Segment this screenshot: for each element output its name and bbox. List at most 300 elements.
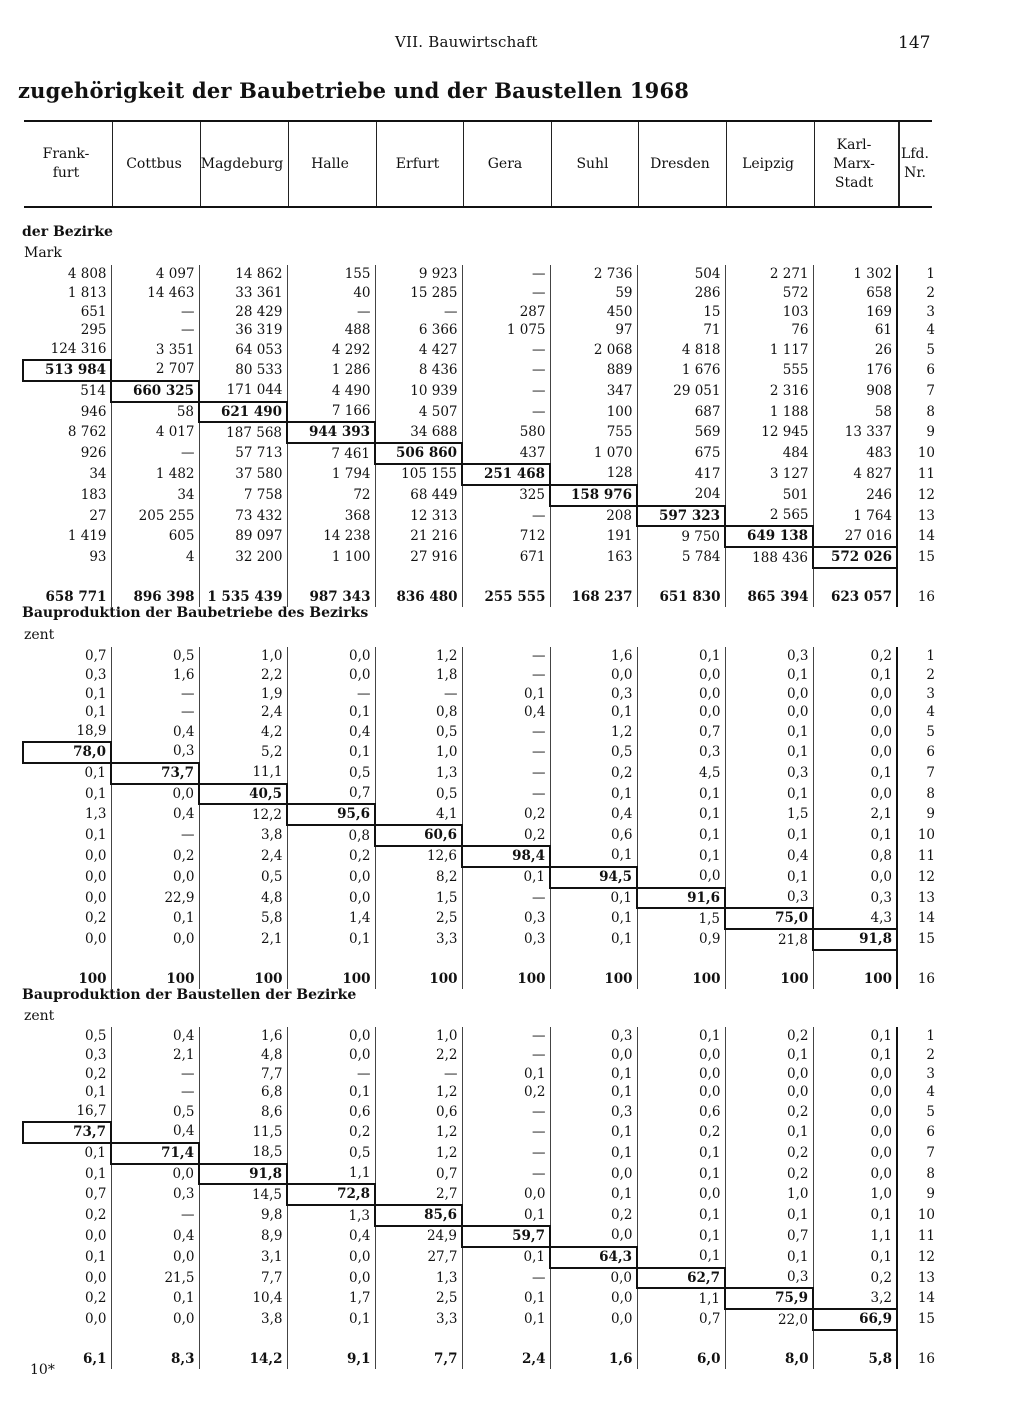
table-row [23,804,935,825]
table-cell: — [462,1164,550,1185]
table-cell: 660 325 [111,381,199,402]
table-cell: 1,1 [813,1226,897,1247]
table-cell: 0,6 [287,1102,375,1122]
table-cell: 0,5 [287,1143,375,1164]
table-cell: 755 [550,422,637,443]
data-table-baustellen [22,1027,935,1369]
table-cell: 0,0 [111,1309,199,1330]
table-cell: 91,8 [813,929,897,950]
table-row [23,742,935,763]
table-row [23,1083,935,1102]
table-cell: 0,1 [637,804,725,825]
table-cell: 75,9 [725,1288,813,1309]
section-unit-3: zent [24,1008,55,1024]
table-cell: 1,3 [375,763,462,784]
table-cell: 944 393 [287,422,375,443]
table-row [23,284,935,303]
table-cell: 621 490 [199,402,287,423]
table-cell: 0,0 [725,1083,813,1102]
table-cell: 8,9 [199,1226,287,1247]
table-cell: 0,2 [813,1268,897,1289]
table-cell: 255 555 [462,568,550,607]
table-cell: 0,2 [462,1083,550,1102]
table-cell: 2,2 [199,666,287,685]
table-cell: 0,1 [462,867,550,888]
table-cell: 2,2 [375,1046,462,1065]
table-cell: 0,0 [111,867,199,888]
table-cell: 0,1 [462,1309,550,1330]
table-cell: 1,6 [111,666,199,685]
table-cell: 0,4 [111,1226,199,1247]
table-cell: 1,2 [550,722,637,742]
table-cell: 450 [550,303,637,322]
table-cell: 0,3 [725,888,813,909]
table-cell: 0,0 [813,784,897,805]
table-cell: 0,7 [287,784,375,805]
table-cell: 34 [111,485,199,506]
table-cell: 5,8 [813,1330,897,1369]
table-cell: 27 916 [375,547,462,568]
table-cell: 0,1 [550,1143,637,1164]
table-cell: 100 [550,950,637,989]
row-number: 8 [897,402,935,423]
row-number: 16 [897,568,935,607]
table-cell: 4 292 [287,340,375,360]
table-cell: 14 463 [111,284,199,303]
table-cell: 0,1 [287,1309,375,1330]
table-cell: 62,7 [637,1268,725,1289]
table-row [23,321,935,340]
table-cell: 0,0 [637,1065,725,1084]
table-cell: 1,3 [287,1205,375,1226]
table-cell: 513 984 [23,360,111,381]
table-cell: 10,4 [199,1288,287,1309]
table-cell: 597 323 [637,506,725,527]
table-cell: 0,1 [637,784,725,805]
table-cell: 0,0 [813,1083,897,1102]
table-cell: 100 [637,950,725,989]
table-cell: 3 351 [111,340,199,360]
table-cell: 0,7 [637,1309,725,1330]
table-cell: 0,4 [111,1122,199,1143]
table-cell: 0,0 [287,1027,375,1046]
table-cell: 1 764 [813,506,897,527]
table-cell: 100 [375,950,462,989]
table-cell: 1 188 [725,402,813,423]
table-cell: — [111,1065,199,1084]
table-cell: 100 [462,950,550,989]
table-cell: 4 490 [287,381,375,402]
table-cell: 0,1 [725,784,813,805]
table-row [23,1268,935,1289]
column-header-7: Dresden [650,155,710,172]
row-number: 4 [897,703,935,722]
table-cell: 0,0 [111,929,199,950]
table-cell: 5,2 [199,742,287,763]
table-cell: 71,4 [111,1143,199,1164]
table-cell: 3,3 [375,1309,462,1330]
table-cell: 0,5 [375,722,462,742]
table-cell: 2,4 [199,846,287,867]
table-cell: 0,3 [725,763,813,784]
table-cell: 572 [725,284,813,303]
table-cell: 1 286 [287,360,375,381]
table-cell: 12,2 [199,804,287,825]
table-cell: — [287,685,375,704]
table-row [23,647,935,666]
table-cell: 8,6 [199,1102,287,1122]
table-cell: 155 [287,265,375,284]
table-cell: 0,2 [725,1143,813,1164]
table-cell: 0,0 [637,1083,725,1102]
table-cell: 100 [111,950,199,989]
table-cell: 4,8 [199,1046,287,1065]
table-cell: 205 255 [111,506,199,527]
table-cell: 0,1 [813,1205,897,1226]
table-cell: 73,7 [111,763,199,784]
table-cell: 6 366 [375,321,462,340]
table-cell: 580 [462,422,550,443]
table-cell: 0,6 [375,1102,462,1122]
row-number: 12 [897,1247,935,1268]
table-cell: 0,3 [462,908,550,929]
table-cell: 93 [89,549,107,566]
table-cell: 2,1 [813,804,897,825]
table-cell: 1,6 [550,1330,637,1369]
column-header-2: Magdeburg [200,155,284,172]
table-cell: 286 [637,284,725,303]
table-cell: 168 237 [550,568,637,607]
table-cell: 2 316 [725,381,813,402]
table-cell: 3,8 [199,825,287,846]
table-cell: — [111,321,199,340]
table-cell: 0,2 [462,825,550,846]
row-number: 11 [897,1226,935,1247]
table-total-row [23,1330,935,1369]
table-cell: 169 [813,303,897,322]
table-cell: 896 398 [111,568,199,607]
table-cell: 208 [550,506,637,527]
table-cell: — [462,666,550,685]
table-cell: 188 436 [725,547,813,568]
table-cell: 325 [462,485,550,506]
row-number: 16 [897,1330,935,1369]
row-number: 3 [897,685,935,704]
table-cell: 0,0 [85,889,107,906]
table-cell: 0,0 [550,1164,637,1185]
table-cell: 8,2 [375,867,462,888]
table-cell: 1,1 [287,1164,375,1185]
table-cell: 0,0 [813,685,897,704]
table-cell: 0,7 [725,1226,813,1247]
table-cell: 34 688 [375,422,462,443]
header-column-divider [288,122,289,206]
table-cell: — [462,265,550,284]
row-number: 2 [897,666,935,685]
table-row [23,1288,935,1309]
table-cell: 1,2 [375,1083,462,1102]
table-cell: 0,3 [725,1268,813,1289]
row-number: 2 [897,1046,935,1065]
table-cell: 0,1 [85,685,107,702]
table-row [23,443,935,464]
table-cell: — [375,303,462,322]
table-cell: 0,0 [813,1122,897,1143]
table-cell: 3,1 [199,1247,287,1268]
table-cell: 0,5 [111,1102,199,1122]
table-cell: 29 051 [637,381,725,402]
table-cell: 0,8 [287,825,375,846]
table-cell: — [462,360,550,381]
row-number: 8 [897,1164,935,1185]
row-number: 4 [897,321,935,340]
table-cell: 0,3 [85,666,107,683]
table-total-row [23,950,935,989]
table-cell: 16,7 [76,1103,107,1120]
table-row [23,685,935,704]
table-row [23,908,935,929]
table-cell: 18,9 [76,723,107,740]
row-number: 2 [897,284,935,303]
header-bottom-rule [24,206,932,208]
table-cell: 0,2 [111,846,199,867]
table-row [23,722,935,742]
table-cell: 124 316 [50,341,107,358]
table-cell: 15 [637,303,725,322]
table-cell: 0,1 [725,1046,813,1065]
table-cell: 0,3 [550,685,637,704]
table-cell: 0,1 [462,1247,550,1268]
table-cell: 13 337 [813,422,897,443]
header-column-divider [898,122,900,206]
table-cell: 572 026 [813,547,897,568]
table-cell: 60,6 [375,825,462,846]
table-cell: 36 319 [199,321,287,340]
table-cell: 0,1 [550,1065,637,1084]
table-cell: 0,3 [813,888,897,909]
table-cell: 0,3 [111,1184,199,1205]
row-number: 5 [897,1102,935,1122]
table-cell: 27 [89,507,107,524]
table-cell: 0,0 [550,1309,637,1330]
table-cell: 40,5 [199,784,287,805]
table-cell: 0,2 [287,846,375,867]
table-cell: 0,1 [637,1226,725,1247]
table-cell: — [111,1205,199,1226]
table-cell: 0,0 [287,1247,375,1268]
row-number: 9 [897,804,935,825]
table-cell: 0,0 [637,685,725,704]
table-cell: — [462,1268,550,1289]
table-cell: 0,1 [725,666,813,685]
table-cell: 1 100 [287,547,375,568]
table-cell: 27,7 [375,1247,462,1268]
table-cell: 8,0 [725,1330,813,1369]
table-row [23,526,935,547]
section-title-3: Bauproduktion der Baustellen der Bezirke [22,987,357,1003]
row-number: 6 [897,742,935,763]
row-number: 12 [897,867,935,888]
table-cell: 0,6 [637,1102,725,1122]
table-cell: 21,8 [725,929,813,950]
table-cell: 0,1 [550,929,637,950]
table-cell: 0,1 [85,785,107,802]
table-cell: 0,0 [85,1311,107,1328]
table-cell: 287 [462,303,550,322]
table-cell: 73,7 [23,1122,111,1143]
table-cell: 0,1 [287,1083,375,1102]
table-cell: 0,0 [637,1046,725,1065]
section-unit-2: zent [24,627,55,643]
row-number: 6 [897,360,935,381]
table-cell: 4,8 [199,888,287,909]
table-cell: 0,4 [550,804,637,825]
table-row [23,422,935,443]
table-row [23,703,935,722]
table-cell: 0,1 [637,1143,725,1164]
table-cell: 0,2 [287,1122,375,1143]
table-cell: 9 923 [375,265,462,284]
table-cell: 4,2 [199,722,287,742]
table-cell: 12 945 [725,422,813,443]
table-cell: 1 482 [111,464,199,485]
table-cell: 0,1 [637,1205,725,1226]
header-column-divider [200,122,201,206]
table-row [23,784,935,805]
table-cell: 64,3 [550,1247,637,1268]
data-table-absolute [22,265,935,607]
table-cell: 2,4 [462,1330,550,1369]
table-cell: 4 818 [637,340,725,360]
column-header-9: Karl- Marx- Stadt [833,136,875,191]
table-row [23,1046,935,1065]
table-cell: 1 117 [725,340,813,360]
table-cell: 0,3 [550,1102,637,1122]
row-number: 5 [897,722,935,742]
table-cell: 0,0 [637,867,725,888]
table-cell: 71 [637,321,725,340]
table-cell: 0,2 [85,1065,107,1082]
table-row [23,666,935,685]
row-number: 10 [897,1205,935,1226]
table-cell: — [287,303,375,322]
table-cell: 295 [80,322,107,339]
table-cell: 0,1 [637,1164,725,1185]
table-cell: 0,0 [813,1065,897,1084]
row-number: 15 [897,547,935,568]
table-cell: 0,1 [287,703,375,722]
table-cell: 1,2 [375,1143,462,1164]
table-cell: 0,1 [85,704,107,721]
table-cell: 9,1 [287,1330,375,1369]
table-cell: 59,7 [462,1226,550,1247]
table-cell: — [462,402,550,423]
table-cell: 100 [725,950,813,989]
table-row [23,265,935,284]
table-cell: 76 [725,321,813,340]
table-cell: 75,0 [725,908,813,929]
table-cell: 3,2 [813,1288,897,1309]
table-cell: 0,0 [111,784,199,805]
table-row [23,1226,935,1247]
table-cell: 7,7 [199,1065,287,1084]
row-number: 11 [897,464,935,485]
table-cell: 4 097 [111,265,199,284]
table-cell: 100 [813,950,897,989]
table-cell: 64 053 [199,340,287,360]
table-cell: 91,6 [637,888,725,909]
table-cell: 0,4 [725,846,813,867]
table-cell: 14 238 [287,526,375,547]
table-cell: 7,7 [375,1330,462,1369]
table-cell: 14,5 [199,1184,287,1205]
table-cell: 61 [813,321,897,340]
table-cell: 0,1 [725,1205,813,1226]
table-cell: 103 [725,303,813,322]
table-cell: 9 750 [637,526,725,547]
table-cell: 4,1 [375,804,462,825]
table-cell: 2,4 [199,703,287,722]
table-cell: 0,1 [462,1065,550,1084]
table-cell: 987 343 [287,568,375,607]
table-cell: 0,0 [550,1046,637,1065]
table-cell: 5,8 [199,908,287,929]
table-cell: 0,1 [550,784,637,805]
table-cell: 0,3 [111,742,199,763]
row-number: 14 [897,1288,935,1309]
table-cell: 0,1 [550,1184,637,1205]
row-number: 13 [897,506,935,527]
table-cell: 12 313 [375,506,462,527]
table-cell: 605 [111,526,199,547]
header-column-divider [726,122,727,206]
table-cell: 0,1 [462,1288,550,1309]
table-cell: 0,3 [85,1046,107,1063]
table-cell: 2 736 [550,265,637,284]
table-cell: 2,5 [375,1288,462,1309]
row-number: 15 [897,929,935,950]
table-cell: 98,4 [462,846,550,867]
header-column-divider [814,122,815,206]
table-row [23,340,935,360]
table-cell: 0,0 [813,1102,897,1122]
table-cell: 368 [287,506,375,527]
table-cell: 0,1 [550,846,637,867]
table-cell: 0,1 [287,929,375,950]
table-cell: 94,5 [550,867,637,888]
table-cell: 100 [287,950,375,989]
table-row [23,1205,935,1226]
table-cell: 26 [813,340,897,360]
table-cell: 22,9 [111,888,199,909]
table-cell: 0,1 [637,1027,725,1046]
page-number: 147 [898,33,931,53]
table-cell: 1,9 [199,685,287,704]
table-cell: 1,8 [375,666,462,685]
table-cell: 57 713 [199,443,287,464]
table-cell: 0,0 [813,703,897,722]
table-cell: 21,5 [111,1268,199,1289]
table-cell: 2,5 [375,908,462,929]
table-cell: 347 [550,381,637,402]
table-cell: 0,4 [287,722,375,742]
table-cell: 34 [89,465,107,482]
table-cell: 0,5 [85,1028,107,1044]
row-number: 1 [897,265,935,284]
table-cell: 0,5 [550,742,637,763]
table-row [23,888,935,909]
table-cell: 3,3 [375,929,462,950]
